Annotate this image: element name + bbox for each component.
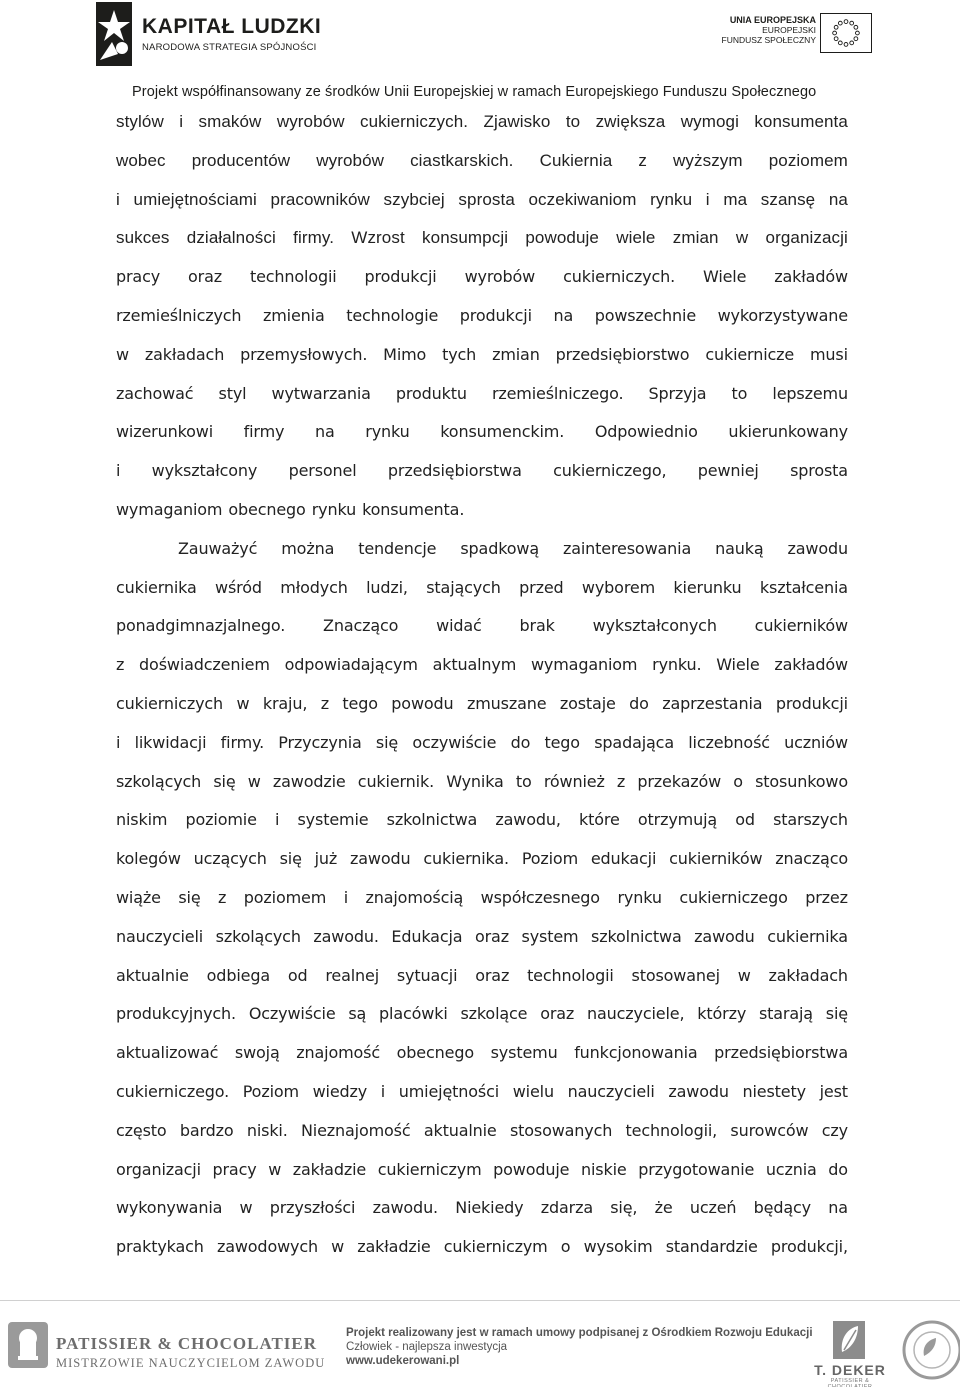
text-line: zachować styl wytwarzania produktu rzemieślniczego. Sprzyja to lepszemu — [116, 383, 848, 403]
project-info-line2: Człowiek - najlepsza inwestycja — [346, 1341, 508, 1353]
text-line: i wykształcony personel przedsiębiorstwa cukierniczego, pewniej sprosta — [116, 461, 848, 481]
chef-hat-icon — [6, 1320, 50, 1370]
text-line: Zauważyć można tendencje spadkową zainteresowania nauką zawodu — [178, 538, 848, 558]
t-deker-subtitle: PATISSIER & CHOCOLATIER — [827, 1378, 873, 1387]
eu-flag-icon — [820, 13, 872, 53]
text-line: wymaganiom obecnego rynku konsumenta. — [116, 499, 465, 519]
t-deker-logo — [810, 1316, 890, 1387]
funding-statement: Projekt współfinansowany ze środków Unii Europejskiej w ramach Europejskiego Funduszu Społecznego — [132, 84, 817, 100]
text-line: rzemieślniczych zmienia technologie produkcji na powszechnie wykorzystywane — [116, 305, 848, 325]
text-line: praktykach zawodowych w zakładzie cukierniczym o wysokim standardzie produkcji, — [116, 1237, 848, 1257]
text-line: szkolących się w zawodzie cukiernik. Wynika to również z przekazów o stosunkowo — [116, 771, 848, 791]
association-seal-icon — [892, 1310, 960, 1387]
project-info — [346, 1326, 813, 1368]
document-body — [116, 103, 848, 1267]
project-info-line1: Projekt realizowany jest w ramach umowy podpisanej z Ośrodkiem Rozwoju Edukacji — [346, 1327, 813, 1339]
page-footer — [0, 1310, 960, 1387]
text-line: często bardzo niski. Nieznajomość aktualnie stosowanych technologii, surowców czy — [116, 1120, 848, 1140]
kapital-ludzki-subtitle: NARODOWA STRATEGIA SPÓJNOŚCI — [142, 42, 317, 53]
eu-logo — [722, 13, 872, 55]
text-line: wobec producentów wyrobów ciastkarskich. Cukiernia z wyższym poziomem — [116, 150, 848, 170]
eu-logo-text — [722, 15, 816, 45]
leaf-icon — [832, 1320, 866, 1360]
eu-logo-line2: EUROPEJSKI — [762, 25, 816, 35]
eu-logo-line3: FUNDUSZ SPOŁECZNY — [721, 35, 816, 45]
text-line: pracy oraz technologii produkcji wyrobów cukierniczych. Wiele zakładów — [116, 267, 848, 287]
kapital-ludzki-star-icon — [92, 2, 136, 66]
eu-logo-line1: UNIA EUROPEJSKA — [729, 15, 816, 25]
text-line: i likwidacji firmy. Przyczynia się oczywiście do tego spadająca liczebność uczniów — [116, 732, 848, 752]
page-header — [0, 0, 960, 110]
text-line: sukces działalności firmy. Wzrost konsumpcji powoduje wiele zmian w organizacji — [116, 228, 848, 248]
text-line: nauczycieli szkolących zawodu. Edukacja oraz system szkolnictwa zawodu cukiernika — [116, 926, 848, 946]
kapital-ludzki-logo — [92, 2, 322, 66]
text-line: z doświadczeniem odpowiadającym aktualnym wymaganiom rynku. Wiele zakładów — [116, 655, 848, 675]
kapital-ludzki-title: KAPITAŁ LUDZKI — [142, 15, 322, 38]
text-line: cukierniczych w kraju, z tego powodu zmuszane zostaje do zaprzestania produkcji — [116, 693, 848, 713]
text-line: i umiejętnościami pracowników szybciej sprosta oczekiwaniom rynku i ma szansę na — [116, 189, 848, 209]
text-line: wiąże się z poziomem i znajomością współczesnego rynku cukierniczego przez — [116, 887, 848, 907]
text-line: stylów i smaków wyrobów cukierniczych. Zjawisko to zwiększa wymogi konsumenta — [116, 112, 848, 131]
text-line: produkcyjnych. Oczywiście są placówki szkolące oraz nauczyciele, którzy starają się — [116, 1004, 848, 1024]
text-line: ponadgimnazjalnego. Znacząco widać brak wykształconych cukierników — [116, 616, 848, 636]
patissier-chocolatier-logo — [6, 1316, 326, 1376]
text-line: wykonywania w przyszłości zawodu. Niekiedy zdarza się, że uczeń będący na — [116, 1198, 848, 1218]
t-deker-name: T. DEKER — [814, 1362, 886, 1378]
project-info-url: www.udekerowani.pl — [346, 1355, 460, 1367]
text-line: kolegów uczących się już zawodu cukiernika. Poziom edukacji cukierników znacząco — [116, 849, 848, 869]
text-line: w zakładach przemysłowych. Mimo tych zmian przedsiębiorstwo cukiernicze musi — [116, 344, 848, 364]
footer-divider — [0, 1300, 960, 1301]
text-line: aktualnie odbiega od realnej sytuacji oraz technologii stosowanej w zakładach — [116, 965, 848, 985]
text-line: aktualizować swoją znajomość obecnego systemu funkcjonowania przedsiębiorstwa — [116, 1043, 848, 1063]
text-line: cukiernika wśród młodych ludzi, stających przed wyborem kierunku kształcenia — [116, 577, 848, 597]
text-line: niskim poziomie i systemie szkolnictwa zawodu, które otrzymują od starszych — [116, 810, 848, 830]
patissier-chocolatier-subtitle: MISTRZOWIE NAUCZYCIELOM ZAWODU — [56, 1356, 326, 1370]
text-line: organizacji pracy w zakładzie cukierniczym powoduje niskie przygotowanie ucznia do — [116, 1159, 848, 1179]
text-line: wizerunkowi firmy na rynku konsumenckim. Odpowiednio ukierunkowany — [116, 422, 848, 442]
patissier-chocolatier-title: PATISSIER & CHOCOLATIER — [56, 1334, 318, 1353]
text-line: cukierniczego. Poziom wiedzy i umiejętności wielu nauczycieli zawodu niestety jest — [116, 1081, 848, 1101]
